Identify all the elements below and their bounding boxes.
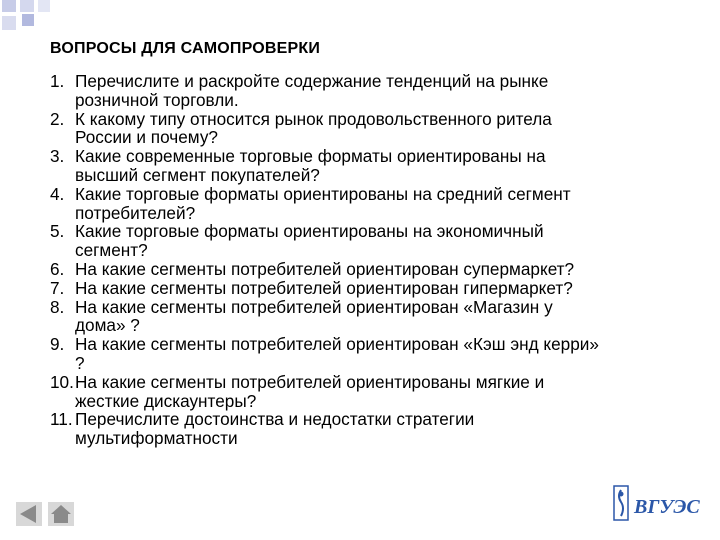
slide-navigation — [16, 502, 74, 526]
question-text: На какие сегменты потребителей ориентирован гипермаркет? — [75, 277, 573, 298]
question-number: 7. — [50, 277, 65, 298]
question-number: 3. — [50, 146, 65, 167]
question-text: Какие торговые форматы ориентированы на экономичный сегмент? — [75, 221, 544, 261]
question-text: К какому типу относится рынок продовольственного ритела России и почему? — [75, 108, 552, 148]
question-number: 8. — [50, 296, 65, 317]
question-number: 9. — [50, 334, 65, 355]
question-number: 1. — [50, 71, 65, 91]
question-number: 4. — [50, 183, 65, 204]
page-title: ВОПРОСЫ ДЛЯ САМОПРОВЕРКИ — [50, 40, 321, 57]
arrow-left-icon[interactable] — [16, 502, 42, 526]
svg-text:ВГУЭС: ВГУЭС — [634, 496, 700, 518]
university-logo — [608, 484, 708, 524]
question-item — [50, 110, 700, 148]
question-item — [50, 298, 700, 336]
question-number: 5. — [50, 221, 65, 242]
question-number: 6. — [50, 258, 65, 279]
question-item — [50, 260, 700, 279]
question-item — [50, 335, 700, 373]
question-item — [50, 185, 700, 223]
question-list — [50, 72, 700, 448]
question-text: Какие торговые форматы ориентированы на средний сегмент потребителей? — [75, 183, 571, 223]
question-item — [50, 410, 700, 448]
question-item — [50, 72, 700, 110]
question-text: Какие современные торговые форматы ориентированы на высший сегмент покупателей? — [75, 146, 546, 185]
question-text: На какие сегменты потребителей ориентированы мягкие и жесткие дискаунтеры? — [75, 371, 545, 411]
question-item — [50, 147, 700, 185]
question-number: 11. — [50, 409, 73, 430]
corner-decoration — [0, 0, 60, 40]
question-text: На какие сегменты потребителей ориентирован супермаркет? — [75, 258, 575, 279]
question-text: Перечислите достоинства и недостатки стратегии мультиформатности — [75, 409, 475, 449]
question-number: 2. — [50, 108, 65, 129]
question-text: Перечислите и раскройте содержание тенденций на рынке розничной торговли. — [75, 71, 549, 110]
question-text: На какие сегменты потребителей ориентирован «Магазин у дома» ? — [75, 296, 553, 336]
question-number: 10. — [50, 371, 74, 392]
question-item — [50, 222, 700, 260]
question-item — [50, 373, 700, 411]
home-icon[interactable] — [48, 502, 74, 526]
question-text: На какие сегменты потребителей ориентирован «Кэш энд керри» ? — [75, 334, 599, 373]
question-item — [50, 279, 700, 298]
